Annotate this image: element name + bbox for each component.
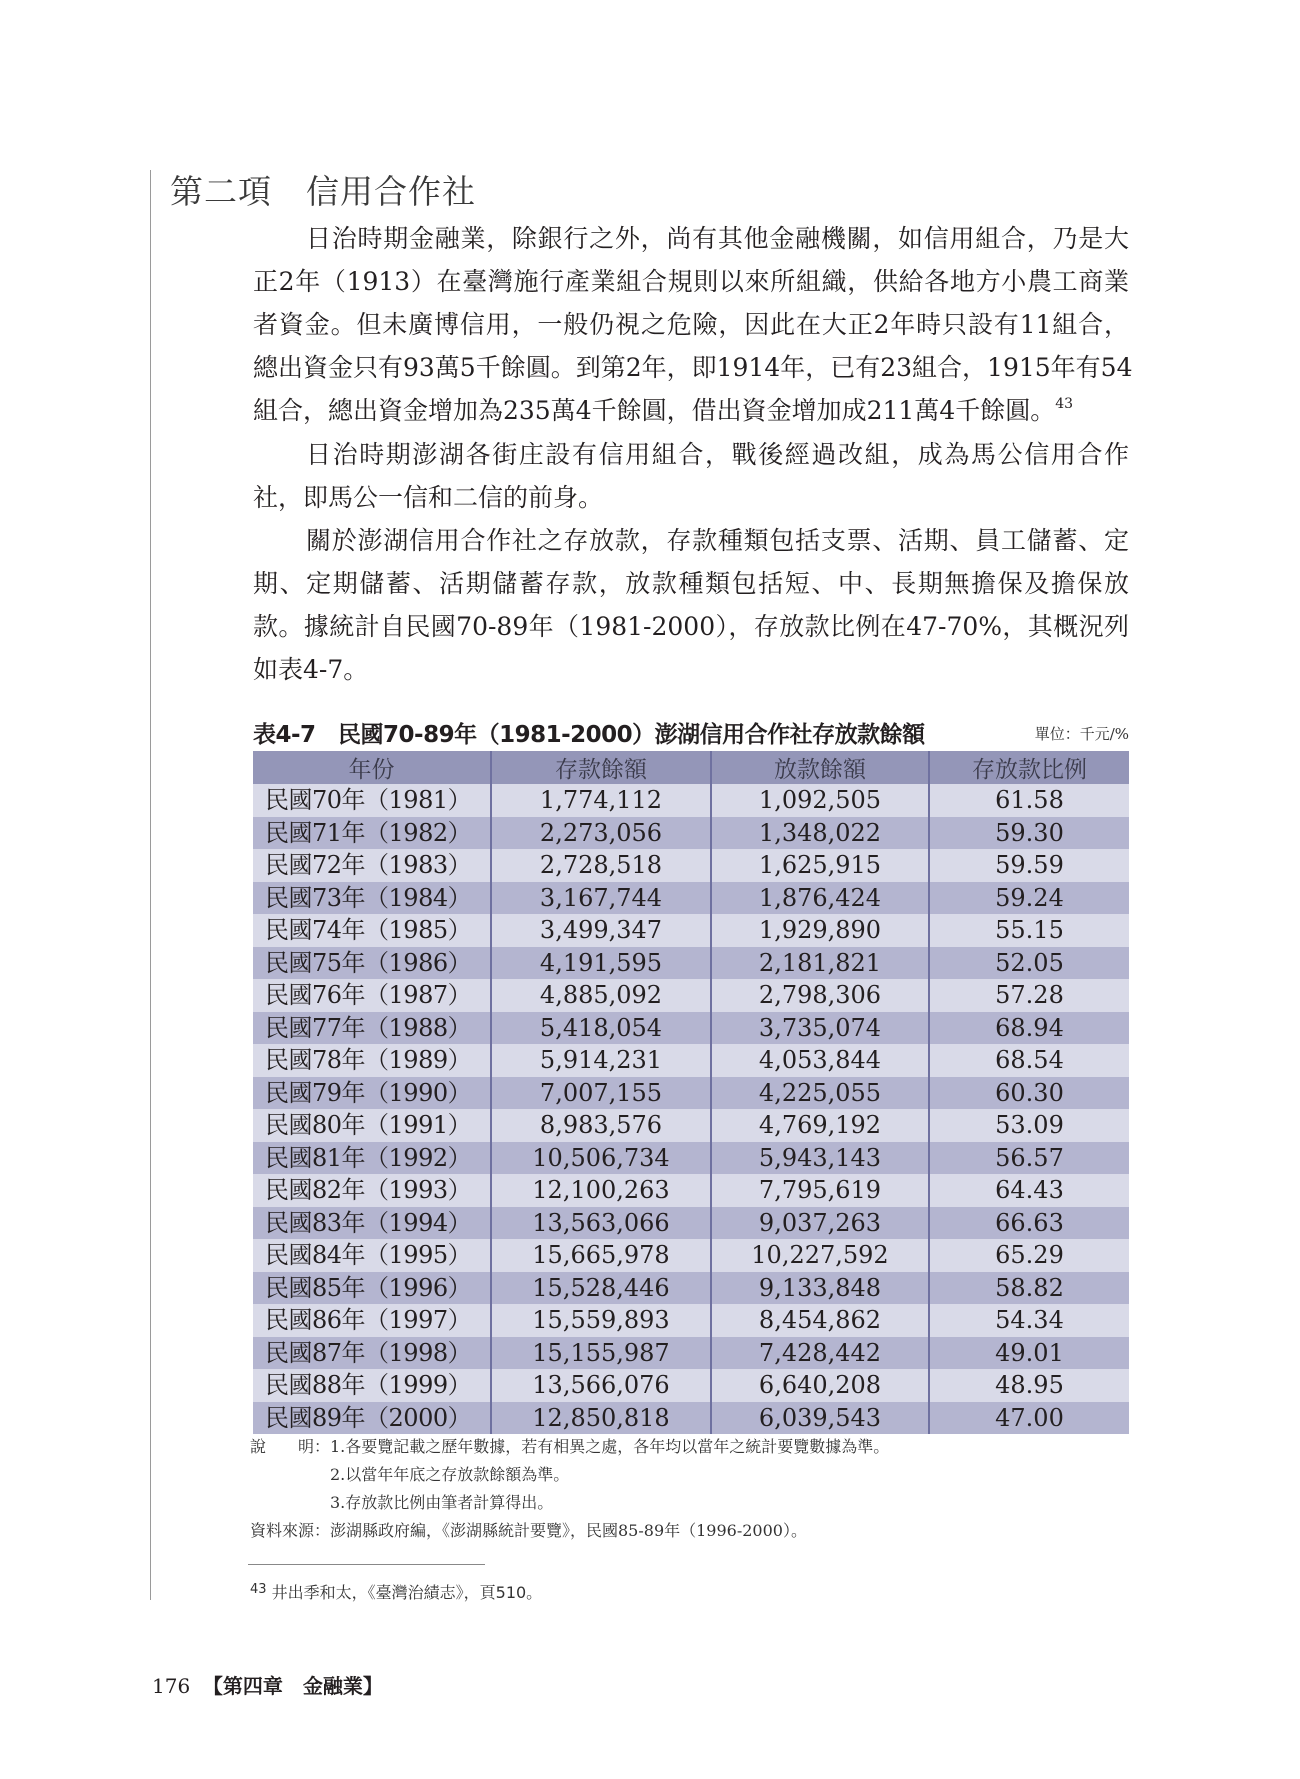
cell-year: 民國71年（1982）	[253, 817, 491, 850]
cell-deposits: 2,728,518	[491, 849, 711, 882]
note-line: 說 明：1.各要覽記載之歷年數據，若有相異之處，各年均以當年之統計要覽數據為準。	[250, 1437, 890, 1456]
note-line: 3.存放款比例由筆者計算得出。	[250, 1493, 554, 1512]
table-title: 表4-7 民國70-89年（1981-2000）澎湖信用合作社存放款餘額	[253, 722, 925, 748]
cell-year: 民國73年（1984）	[253, 882, 491, 915]
section-heading: 第二項 信用合作社	[170, 172, 476, 211]
cell-loans: 4,225,055	[711, 1077, 929, 1110]
footnote-number: 43	[250, 1582, 267, 1597]
table-row	[253, 1304, 1129, 1337]
table-header-row	[253, 751, 1129, 784]
table-row	[253, 947, 1129, 980]
cell-year: 民國84年（1995）	[253, 1239, 491, 1272]
table-row	[253, 1272, 1129, 1305]
margin-rule	[150, 170, 151, 1600]
cell-deposits: 5,914,231	[491, 1044, 711, 1077]
cell-loans: 5,943,143	[711, 1142, 929, 1175]
body-paragraph	[253, 217, 1133, 432]
cell-ratio: 48.95	[929, 1369, 1129, 1402]
cell-deposits: 8,983,576	[491, 1109, 711, 1142]
cell-ratio: 47.00	[929, 1402, 1129, 1435]
cell-year: 民國75年（1986）	[253, 947, 491, 980]
cell-loans: 8,454,862	[711, 1304, 929, 1337]
page-number: 176	[152, 1674, 191, 1698]
cell-ratio: 56.57	[929, 1142, 1129, 1175]
source-line: 資料來源：澎湖縣政府編，《澎湖縣統計要覽》，民國85-89年（1996-2000）。	[250, 1521, 807, 1540]
cell-ratio: 68.94	[929, 1012, 1129, 1045]
cell-deposits: 5,418,054	[491, 1012, 711, 1045]
cell-loans: 6,640,208	[711, 1369, 929, 1402]
cell-loans: 4,053,844	[711, 1044, 929, 1077]
paragraph-line	[253, 389, 1129, 432]
table-caption	[253, 714, 1129, 750]
cell-ratio: 59.24	[929, 882, 1129, 915]
cell-year: 民國80年（1991）	[253, 1109, 491, 1142]
cell-ratio: 66.63	[929, 1207, 1129, 1240]
cell-loans: 10,227,592	[711, 1239, 929, 1272]
table-row	[253, 1239, 1129, 1272]
cell-loans: 7,795,619	[711, 1174, 929, 1207]
cell-ratio: 60.30	[929, 1077, 1129, 1110]
cell-ratio: 52.05	[929, 947, 1129, 980]
table-row	[253, 1207, 1129, 1240]
cell-ratio: 55.15	[929, 914, 1129, 947]
paragraph-line: 者資金。但未廣博信用，一般仍視之危險，因此在大正2年時只設有11組合，	[253, 310, 1129, 339]
table-row	[253, 1077, 1129, 1110]
table-row	[253, 1044, 1129, 1077]
cell-loans: 1,929,890	[711, 914, 929, 947]
table-row	[253, 784, 1129, 817]
cell-ratio: 61.58	[929, 784, 1129, 817]
cell-deposits: 10,506,734	[491, 1142, 711, 1175]
body-paragraph	[253, 519, 1129, 691]
cell-year: 民國77年（1988）	[253, 1012, 491, 1045]
cell-loans: 3,735,074	[711, 1012, 929, 1045]
cell-year: 民國88年（1999）	[253, 1369, 491, 1402]
table-notes	[250, 1433, 889, 1545]
cell-year: 民國76年（1987）	[253, 979, 491, 1012]
cell-loans: 1,876,424	[711, 882, 929, 915]
paragraph-line: 期、定期儲蓄、活期儲蓄存款，放款種類包括短、中、長期無擔保及擔保放	[253, 569, 1129, 598]
cell-deposits: 15,559,893	[491, 1304, 711, 1337]
paragraph-line: 正2年（1913）在臺灣施行產業組合規則以來所組織，供給各地方小農工商業	[253, 267, 1129, 296]
cell-year: 民國72年（1983）	[253, 849, 491, 882]
header-year: 年份	[253, 751, 491, 784]
cell-loans: 1,092,505	[711, 784, 929, 817]
line-text: 組合，總出資金增加為235萬4千餘圓，借出資金增加成211萬4千餘圓。	[253, 396, 1056, 425]
cell-loans: 7,428,442	[711, 1337, 929, 1370]
cell-year: 民國82年（1993）	[253, 1174, 491, 1207]
cell-year: 民國79年（1990）	[253, 1077, 491, 1110]
table-row	[253, 849, 1129, 882]
cell-loans: 1,625,915	[711, 849, 929, 882]
cell-loans: 1,348,022	[711, 817, 929, 850]
cell-deposits: 15,155,987	[491, 1337, 711, 1370]
paragraph-line: 社，即馬公一信和二信的前身。	[253, 483, 604, 512]
table-row	[253, 1012, 1129, 1045]
table-row	[253, 979, 1129, 1012]
cell-deposits: 12,100,263	[491, 1174, 711, 1207]
cell-year: 民國78年（1989）	[253, 1044, 491, 1077]
cell-ratio: 59.30	[929, 817, 1129, 850]
cell-loans: 2,181,821	[711, 947, 929, 980]
footnote	[250, 1580, 542, 1603]
cell-year: 民國83年（1994）	[253, 1207, 491, 1240]
paragraph-line: 如表4-7。	[253, 655, 369, 684]
cell-deposits: 7,007,155	[491, 1077, 711, 1110]
table-row	[253, 817, 1129, 850]
cell-ratio: 53.09	[929, 1109, 1129, 1142]
cell-deposits: 3,499,347	[491, 914, 711, 947]
cell-deposits: 15,665,978	[491, 1239, 711, 1272]
footnote-text: 井出季和太，《臺灣治績志》，頁510。	[271, 1583, 543, 1602]
table-row	[253, 1402, 1129, 1435]
table-unit: 單位：千元/%	[1034, 725, 1129, 743]
cell-year: 民國86年（1997）	[253, 1304, 491, 1337]
cell-year: 民國74年（1985）	[253, 914, 491, 947]
cell-deposits: 4,885,092	[491, 979, 711, 1012]
table-row	[253, 1337, 1129, 1370]
cell-deposits: 3,167,744	[491, 882, 711, 915]
paragraph-line: 日治時期澎湖各街庄設有信用組合，戰後經過改組，成為馬公信用合作	[306, 440, 1129, 469]
cell-year: 民國85年（1996）	[253, 1272, 491, 1305]
table-row	[253, 1174, 1129, 1207]
paragraph-line: 日治時期金融業，除銀行之外，尚有其他金融機關，如信用組合，乃是大	[306, 224, 1129, 253]
cell-loans: 9,133,848	[711, 1272, 929, 1305]
paragraph-line: 總出資金只有93萬5千餘圓。到第2年，即1914年，已有23組合，1915年有54	[253, 353, 1133, 382]
cell-deposits: 15,528,446	[491, 1272, 711, 1305]
header-ratio: 存放款比例	[929, 751, 1129, 784]
table-row	[253, 914, 1129, 947]
cell-loans: 6,039,543	[711, 1402, 929, 1435]
cell-loans: 4,769,192	[711, 1109, 929, 1142]
cell-ratio: 49.01	[929, 1337, 1129, 1370]
body-paragraph	[253, 433, 1129, 519]
cell-year: 民國87年（1998）	[253, 1337, 491, 1370]
cell-deposits: 1,774,112	[491, 784, 711, 817]
table-row	[253, 882, 1129, 915]
header-deposits: 存款餘額	[491, 751, 711, 784]
table-row	[253, 1369, 1129, 1402]
cell-deposits: 4,191,595	[491, 947, 711, 980]
cell-deposits: 13,563,066	[491, 1207, 711, 1240]
cell-loans: 9,037,263	[711, 1207, 929, 1240]
cell-deposits: 2,273,056	[491, 817, 711, 850]
table-row	[253, 1142, 1129, 1175]
cell-ratio: 58.82	[929, 1272, 1129, 1305]
deposit-loan-table	[253, 751, 1129, 1434]
cell-year: 民國89年（2000）	[253, 1402, 491, 1435]
cell-ratio: 59.59	[929, 849, 1129, 882]
cell-ratio: 64.43	[929, 1174, 1129, 1207]
page-footer	[152, 1670, 383, 1699]
footnote-divider	[248, 1564, 485, 1565]
note-line: 2.以當年年底之存放款餘額為準。	[250, 1465, 570, 1484]
chapter-label: 【第四章 金融業】	[202, 1674, 383, 1698]
paragraph-line: 關於澎湖信用合作社之存放款，存款種類包括支票、活期、員工儲蓄、定	[306, 526, 1129, 555]
cell-ratio: 57.28	[929, 979, 1129, 1012]
cell-ratio: 65.29	[929, 1239, 1129, 1272]
cell-deposits: 12,850,818	[491, 1402, 711, 1435]
footnote-ref[interactable]: 43	[1055, 396, 1074, 412]
table-row	[253, 1109, 1129, 1142]
cell-year: 民國70年（1981）	[253, 784, 491, 817]
cell-ratio: 68.54	[929, 1044, 1129, 1077]
cell-loans: 2,798,306	[711, 979, 929, 1012]
cell-year: 民國81年（1992）	[253, 1142, 491, 1175]
cell-ratio: 54.34	[929, 1304, 1129, 1337]
cell-deposits: 13,566,076	[491, 1369, 711, 1402]
paragraph-line: 款。據統計自民國70-89年（1981-2000），存放款比例在47-70%，其概況列	[253, 612, 1129, 641]
header-loans: 放款餘額	[711, 751, 929, 784]
